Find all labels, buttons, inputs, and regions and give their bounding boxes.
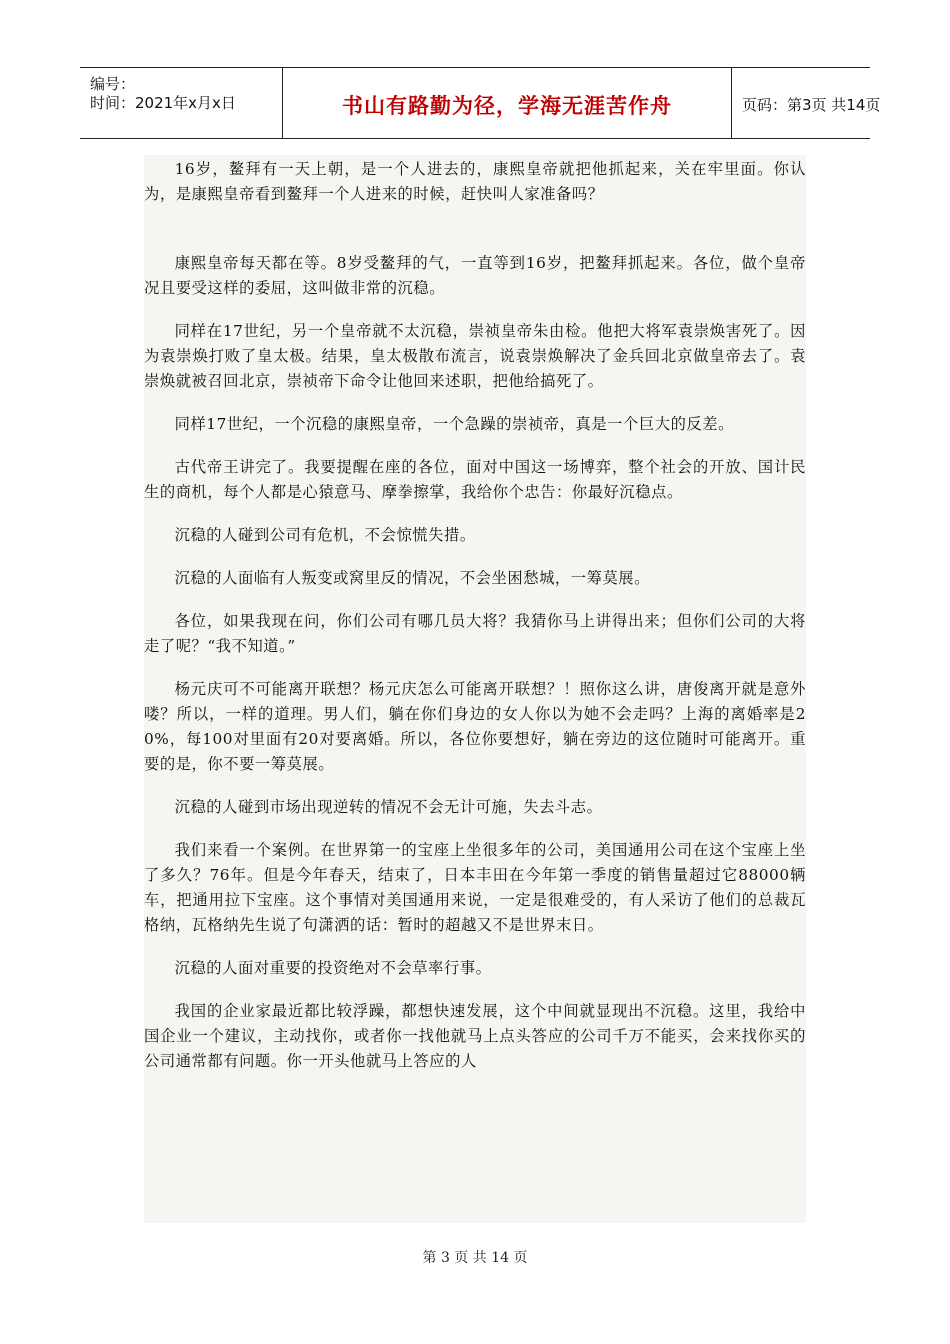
- paragraph: 我们来看一个案例。在世界第一的宝座上坐很多年的公司，美国通用公司在这个宝座上坐了多久？76年。但是今年春天，结束了，日本丰田在今年第一季度的销售量超过它88000辆车，把通用拉下宝座。这个事情对美国通用来说，一定是很难受的，有人采访了他们的总裁瓦格纳，瓦格纳先生说了句潇洒的话：暂时的超越又不是世界末日。: [144, 841, 806, 934]
- paragraph: 康熙皇帝每天都在等。8岁受鳌拜的气，一直等到16岁，把鳌拜抓起来。各位，做个皇帝况且要受这样的委屈，这叫做非常的沉稳。: [144, 254, 806, 297]
- header-motto: 书山有路勤为径，学海无涯苦作舟: [342, 94, 672, 118]
- paragraph: 同样17世纪，一个沉稳的康熙皇帝，一个急躁的崇祯帝，真是一个巨大的反差。: [174, 415, 734, 433]
- paragraph: 我国的企业家最近都比较浮躁，都想快速发展，这个中间就显现出不沉稳。这里，我给中国企业一个建议，主动找你，或者你一找他就马上点头答应的公司千万不能买，会来找你买的公司通常都有问题。你一开头他就马上答应的人: [144, 1002, 806, 1070]
- header-middle-cell: [283, 68, 732, 138]
- header-right-cell: [732, 68, 881, 138]
- page-footer: 第 3 页 共 14 页: [422, 1250, 528, 1266]
- date-label: 时间：2021年x月x日: [90, 94, 236, 112]
- header-left-cell: [80, 68, 283, 138]
- paragraph: 同样在17世纪，另一个皇帝就不太沉稳，崇祯皇帝朱由检。他把大将军袁崇焕害死了。因为袁崇焕打败了皇太极。结果，皇太极散布流言，说袁崇焕解决了金兵回北京做皇帝去了。袁崇焕就被召回北京，崇祯帝下命令让他回来述职，把他给搞死了。: [144, 322, 806, 390]
- paragraph: 16岁，鳌拜有一天上朝，是一个人进去的，康熙皇帝就把他抓起来，关在牢里面。你认为，是康熙皇帝看到鳌拜一个人进来的时候，赶快叫人家准备吗？: [144, 160, 806, 203]
- paragraph: 沉稳的人面临有人叛变或窝里反的情况，不会坐困愁城，一筹莫展。: [174, 569, 651, 587]
- paragraph: 沉稳的人碰到市场出现逆转的情况不会无计可施，失去斗志。: [174, 798, 603, 816]
- paragraph: 沉稳的人面对重要的投资绝对不会草率行事。: [174, 959, 492, 977]
- paragraph: 杨元庆可不可能离开联想？杨元庆怎么可能离开联想？！照你这么讲，唐俊离开就是意外喽？所以，一样的道理。男人们，躺在你们身边的女人你以为她不会走吗？上海的离婚率是20%，每100对里面有20对要离婚。所以，各位你要想好，躺在旁边的这位随时可能离开。重要的是，你不要一筹莫展。: [144, 680, 806, 773]
- serial-label: 编号：: [90, 75, 136, 93]
- page-header: [80, 67, 881, 139]
- paragraph: 古代帝王讲完了。我要提醒在座的各位，面对中国这一场博弈，整个社会的开放、国计民生的商机，每个人都是心猿意马、摩拳擦掌，我给你个忠告：你最好沉稳点。: [144, 458, 806, 501]
- header-page-info: 页码：第3页 共14页: [742, 96, 881, 114]
- document-body: [144, 155, 806, 1223]
- paragraph: 各位，如果我现在问，你们公司有哪几员大将？我猜你马上讲得出来；但你们公司的大将走了呢？“我不知道。”: [144, 612, 806, 655]
- paragraph: 沉稳的人碰到公司有危机，不会惊慌失措。: [174, 526, 476, 544]
